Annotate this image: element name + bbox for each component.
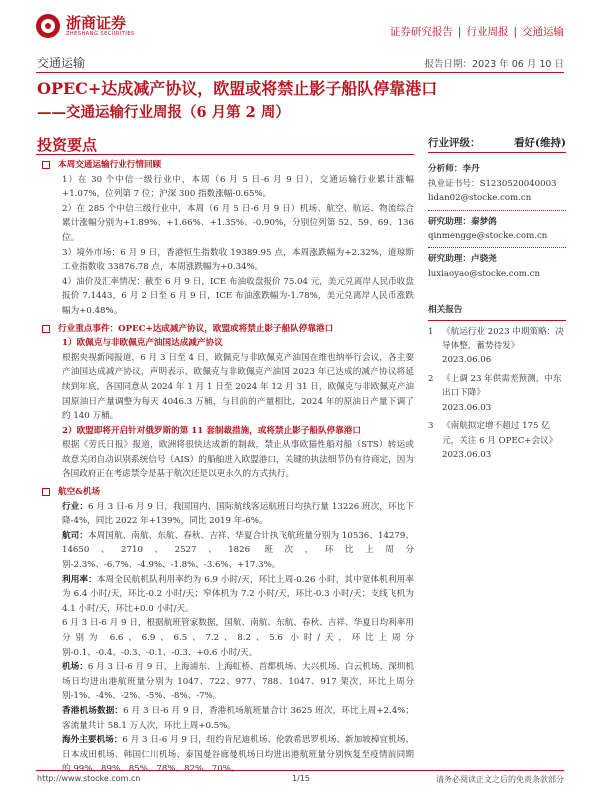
bullet-heading-aviation: 航空&机场 (42, 485, 414, 500)
analyst-cert: 执业证书号：S1230520040003 (428, 178, 557, 189)
event-subheading-2: 2）欧盟即将开启针对俄罗斯的第 11 套制裁措施，或将禁止影子船队停靠港口 (62, 425, 361, 436)
report-title: OPEC+达成减产协议，欧盟或将禁止影子船队停靠港口 (37, 79, 438, 98)
related-report-item[interactable]: 3 《南航拟定增不超过 175 亿元，关注 6 月 OPEC+会议》 (428, 421, 558, 446)
sidebar (428, 136, 566, 462)
assistant-1-email[interactable]: qinmengge@stocke.com.cn (428, 231, 548, 242)
related-report-item[interactable]: 2 《上调 23 年供需差预测，中东出口下降》 (428, 373, 562, 399)
crumb-weekly: 行业周报 (466, 26, 509, 38)
aviation-airlines: 航司：本周国航、南航、东航、春秋、吉祥、华夏合计执飞航班量分别为 10536、14279、14650、2710、2527、1826 班次，环比上周分别-2.3%、-6.7%、-4.9%、-1.8%、-3.6%、+17.3%。 (62, 530, 414, 571)
review-paragraph-1: 1）在 30 个中信一级行业中，本周（6 月 5 日-6 月 9 日），交通运输行业累计涨幅+1.07%，位列第 7 位；沪深 300 指数涨幅-0.65%。 (62, 174, 414, 200)
divider (428, 210, 566, 211)
assistant-1-name: 研究助理：秦梦鸽 (428, 216, 497, 227)
logo-text: 浙商证券 (66, 13, 127, 32)
bullet-heading-review: 本周交通运输行业行情回顾 (42, 158, 414, 173)
logo-subtext: ZHESHANG SECURITIES (66, 30, 135, 37)
square-bullet-icon (42, 161, 50, 169)
section-title: 投资要点 (37, 136, 98, 154)
event-paragraph-1: 根据央视新闻报道，6 月 3 日至 4 日，欧佩克与非欧佩克产油国在维也纳举行会议，各主要产油国达成减产协议，声明表示，欧佩克与非欧佩克产油国 2023 年已达成的减产协议将延续到年底，各国同意从 2024 年 1 月 1 日至 2024 年 12 月 31 日，欧佩克与非欧佩克产油国原油日产量调整为每天 4046.3 万桶，与目前的产量相比，2024 年的原油日产量下调了约 140 万桶。 (62, 352, 414, 422)
analyst-email[interactable]: lidan02@stocke.com.cn (428, 193, 532, 204)
section-divider (36, 154, 414, 155)
header-divider (36, 72, 564, 73)
review-paragraph-3: 3）境外市场：6 月 9 日，香港恒生指数收 19389.95 点，本周涨跌幅为+2.32%，道琼斯工业指数收 33876.78 点，本周涨跌幅为+0.34%。 (62, 247, 414, 273)
aviation-utilization-detail: 6 月 3 日-6 月 9 日，根据航班管家数据，国航、南航、东航、春秋、吉祥、华夏日均利率用分别为 6.6、6.9、6.5、7.2、8.2、5.6 小时/天，环比上周分别-0.1、-0.4、-0.3、-0.1、-0.3、+0.6 小时/天。 (62, 618, 414, 658)
footer-divider (36, 770, 564, 771)
footer-url[interactable]: http://www.stocke.com.cn (37, 774, 141, 783)
brand-logo (36, 14, 135, 38)
aviation-hongkong: 香港机场数据：6 月 3 日-6 月 9 日，香港机场航班量合计 3625 班次，环比上周+2.4%；客流量共计 58.1 万人次，环比上周+0.5%。 (62, 705, 414, 731)
event-subheading-1: 1）欧佩克与非欧佩克产油国达成减产协议 (62, 338, 223, 349)
aviation-overseas: 海外主要机场：6 月 3 日-6 月 9 日，纽约肯尼迪机场、伦敦希思罗机场、新加坡樟宜机场、日本成田机场、韩国仁川机场、泰国曼谷廊曼机场日均进出港航班量分别恢复至疫情前同期的 99%、89%、85%、78%、82%、70%。 (62, 735, 414, 775)
aviation-industry: 行业：6 月 3 日-6 月 9 日，我国国内、国际航线客运航班日均执行量 13226 班次，环比下降-4%，同比 2022 年+139%，同比 2019 年-6%。 (62, 501, 414, 527)
related-reports-title: 相关报告 (428, 303, 566, 320)
crumb-report-type: 证券研究报告 (389, 26, 453, 38)
event-paragraph-2: 根据《劳氏日报》报道，欧洲将很快达成新的制裁，禁止从事欧猫性船对船（STS）转运或故意关闭自动识别系统信号（AIS）的船舶进入欧盟港口，关键的执法细节仍有待商定，因为各国政府正在考虑禁令是基于航次还是以更永久的方式执行。 (62, 440, 414, 480)
page-number: 1/15 (292, 774, 310, 783)
related-report-date: 2023.06.06 (442, 355, 492, 366)
report-date: 报告日期：2023 年 06 月 10 日 (424, 59, 564, 70)
main-content (42, 158, 414, 777)
aviation-airports: 机场：6 月 3 日-6 月 9 日，上海浦东、上海虹桥、首都机场、大兴机场、白云机场、深圳机场日均进出港航班量分别为 1047、722、977、788、1047、917 架次，环比上周分别-1%、-4%、-2%、-5%、-8%、-7%。 (62, 662, 414, 702)
review-paragraph-2: 2）在 285 个中信三级行业中，本周（6 月 5 日-6 月 9 日）机场、航空、航运、物流综合累计涨幅分别为+1.89%、+1.66%、+1.35%、-0.90%，分别位列第 52、59、69、136 位。 (62, 203, 414, 243)
industry-rating (428, 136, 566, 153)
aviation-utilization: 利用率：本周全民航机队利用率约为 6.9 小时/天，环比上周-0.26 小时，其中宽体机利用率为 6.4 小时/天，环比-0.2 小时/天；窄体机为 7.2 小时/天，环比-0.3 小时/天；支线飞机为 4.1 小时/天，环比+0.0 小时/天。 (62, 574, 414, 614)
rating-label: 行业评级： (428, 137, 481, 149)
related-report-date: 2023.06.03 (442, 402, 492, 413)
sector-label: 交通运输 (37, 56, 86, 70)
square-bullet-icon (42, 488, 50, 496)
assistant-2-email[interactable]: luxiaoyao@stocke.com.cn (428, 268, 541, 279)
divider (428, 247, 566, 248)
logo-mark-icon (36, 14, 60, 38)
bullet-heading-events: 行业重点事件：OPEC+达成减产协议，欧盟或将禁止影子船队停靠港口 (42, 322, 414, 337)
related-report-item[interactable]: 1 《航运行业 2023 中期策略：决导体整，蓄势待发》 (428, 326, 564, 352)
breadcrumb: 证券研究报告 | 行业周报 | 交通运输 (389, 26, 564, 38)
crumb-sector: 交通运输 (522, 26, 564, 38)
review-paragraph-4: 4）油价及汇率情况：截至 6 月 9 日，ICE 布油收盘报价 75.04 元，美元兑离岸人民币收盘报价 7.1443，6 月 2 日至 6 月 9 日，ICE 布油涨跌幅为-1.78%，美元兑离岸人民币涨跌幅为+0.48%。 (62, 276, 414, 316)
analyst-name: 分析师：李丹 (428, 164, 480, 175)
square-bullet-icon (42, 325, 50, 333)
rating-value: 看好(维持) (514, 137, 566, 149)
related-report-date: 2023.06.03 (442, 449, 492, 460)
assistant-2-name: 研究助理：卢骁尧 (428, 254, 497, 265)
footer-disclaimer: 请务必阅读正文之后的免责条款部分 (436, 775, 564, 784)
report-subtitle: ——交通运输行业周报（6 月第 2 周） (37, 104, 290, 121)
